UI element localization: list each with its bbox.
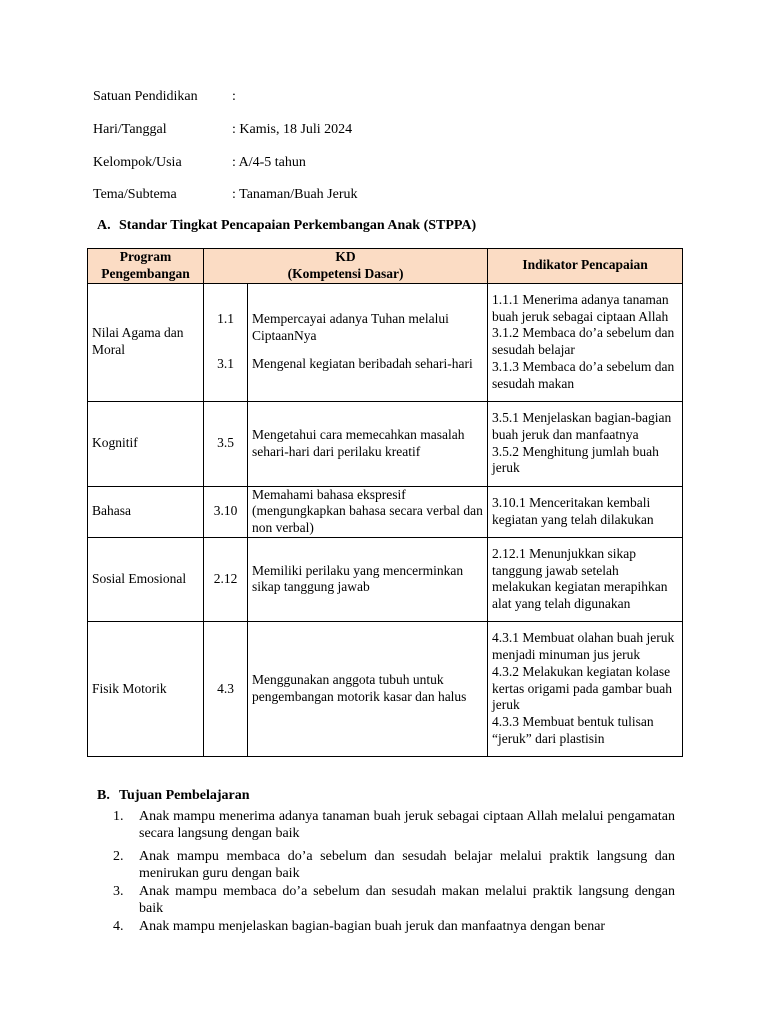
- program-cell: Bahasa: [88, 486, 204, 537]
- code-cell: [204, 283, 248, 401]
- table-row: [88, 486, 683, 537]
- indikator-text: 3.1.2 Membaca do’a sebelum dan sesudah belajar: [492, 325, 675, 358]
- kd-text: Mengetahui cara memecahkan masalah sehari-hari dari perilaku kreatif: [252, 426, 465, 459]
- section-b-heading: [97, 786, 250, 806]
- section-a-heading: [97, 216, 476, 236]
- info-value: : Kamis, 18 Juli 2024: [232, 122, 353, 137]
- section-letter: A.: [97, 218, 111, 233]
- indikator-text: 3.10.1 Menceritakan kembali kegiatan yang telah dilakukan: [492, 494, 654, 527]
- indikator-text: 4.3.3 Membuat bentuk tulisan “jeruk” dari plastisin: [492, 714, 654, 746]
- header-kd-line1: KD: [335, 249, 356, 264]
- section-title: Standar Tingkat Pencapaian Perkembangan Anak (STPPA): [119, 218, 477, 233]
- table-row: [88, 621, 683, 756]
- code-cell: [204, 401, 248, 486]
- info-label: Satuan Pendidikan: [93, 89, 198, 104]
- indikator-cell: [488, 486, 683, 537]
- kd-text: Menggunakan anggota tubuh untuk pengembangan motorik kasar dan halus: [252, 672, 467, 704]
- kd-code: 2.12: [213, 571, 238, 587]
- list-item: [113, 918, 675, 935]
- list-text: Anak mampu membaca do’a sebelum dan sesudah makan melalui praktik langsung dengan baik: [139, 884, 675, 916]
- list-text: Anak mampu menerima adanya tanaman buah jeruk sebagai ciptaan Allah melalui pengamatan secara langsung dengan baik: [139, 809, 675, 841]
- tujuan-list: [113, 808, 675, 935]
- list-text: Anak mampu menjelaskan bagian-bagian buah jeruk dan manfaatnya dengan benar: [139, 919, 606, 934]
- kd-code: 3.1: [217, 356, 234, 372]
- kd-code: 3.5: [217, 435, 234, 451]
- indikator-text: 3.5.2 Menghitung jumlah buah jeruk: [492, 443, 659, 476]
- program-cell: Nilai Agama dan Moral: [88, 283, 204, 401]
- header-program: [88, 249, 204, 284]
- indikator-text: 2.12.1 Menunjukkan sikap tanggung jawab setelah melakukan kegiatan merapihkan alat yang telah digunakan: [492, 545, 668, 612]
- list-item: [113, 848, 675, 882]
- program-cell: Sosial Emosional: [88, 537, 204, 621]
- list-number: 4.: [113, 919, 124, 934]
- code-cell: [204, 486, 248, 537]
- table-row: [88, 537, 683, 621]
- header-kd: [204, 249, 488, 284]
- info-value: : Tanaman/Buah Jeruk: [232, 187, 358, 202]
- list-item: [113, 808, 675, 842]
- stppa-table: [87, 248, 683, 757]
- kd-cell: [248, 486, 488, 537]
- kd-text: Memiliki perilaku yang mencerminkan sikap tanggung jawab: [252, 562, 464, 595]
- kd-text: Memahami bahasa ekspresif (mengungkapkan bahasa secara verbal dan non verbal): [252, 486, 483, 536]
- header-kd-line2: (Kompetensi Dasar): [287, 265, 404, 281]
- indikator-cell: [488, 621, 683, 756]
- table-header-row: [88, 249, 683, 284]
- list-number: 2.: [113, 849, 124, 864]
- info-label: Hari/Tanggal: [93, 122, 167, 137]
- code-cell: [204, 537, 248, 621]
- program-cell: Kognitif: [88, 401, 204, 486]
- section-title: Tujuan Pembelajaran: [119, 788, 250, 803]
- kd-code: 3.10: [213, 503, 238, 519]
- kd-code: 4.3: [217, 680, 234, 696]
- section-letter: B.: [97, 788, 110, 803]
- indikator-cell: [488, 537, 683, 621]
- indikator-text: 4.3.1 Membuat olahan buah jeruk menjadi minuman jus jeruk: [492, 630, 675, 662]
- kd-code: 1.1: [217, 310, 234, 326]
- header-program-line1: Program: [119, 249, 172, 264]
- code-cell: [204, 621, 248, 756]
- list-text: Anak mampu membaca do’a sebelum dan sesudah belajar melalui praktik langsung dan menirukan guru dengan baik: [139, 849, 675, 881]
- table-row: [88, 283, 683, 401]
- indikator-cell: [488, 283, 683, 401]
- info-label: Kelompok/Usia: [93, 155, 182, 170]
- indikator-text: 1.1.1 Menerima adanya tanaman buah jeruk sebagai ciptaan Allah: [492, 291, 669, 324]
- table-row: [88, 401, 683, 486]
- header-indikator: Indikator Pencapaian: [488, 249, 683, 284]
- indikator-cell: [488, 401, 683, 486]
- indikator-text: 3.1.3 Membaca do’a sebelum dan sesudah makan: [492, 358, 675, 391]
- info-value: :: [232, 89, 236, 104]
- list-number: 3.: [113, 884, 124, 899]
- kd-text: Mempercayai adanya Tuhan melalui CiptaanNya: [252, 310, 449, 343]
- kd-cell: [248, 401, 488, 486]
- kd-cell: [248, 283, 488, 401]
- indikator-text: 4.3.2 Melakukan kegiatan kolase kertas origami pada gambar buah jeruk: [492, 663, 672, 713]
- list-number: 1.: [113, 809, 124, 824]
- info-value: : A/4-5 tahun: [232, 155, 306, 170]
- header-program-line2: Pengembangan: [101, 265, 190, 281]
- kd-cell: [248, 621, 488, 756]
- info-label: Tema/Subtema: [93, 187, 177, 202]
- list-item: [113, 883, 675, 917]
- kd-text: Mengenal kegiatan beribadah sehari-hari: [252, 356, 473, 372]
- program-cell: Fisik Motorik: [88, 621, 204, 756]
- kd-cell: [248, 537, 488, 621]
- indikator-text: 3.5.1 Menjelaskan bagian-bagian buah jeruk dan manfaatnya: [492, 410, 672, 442]
